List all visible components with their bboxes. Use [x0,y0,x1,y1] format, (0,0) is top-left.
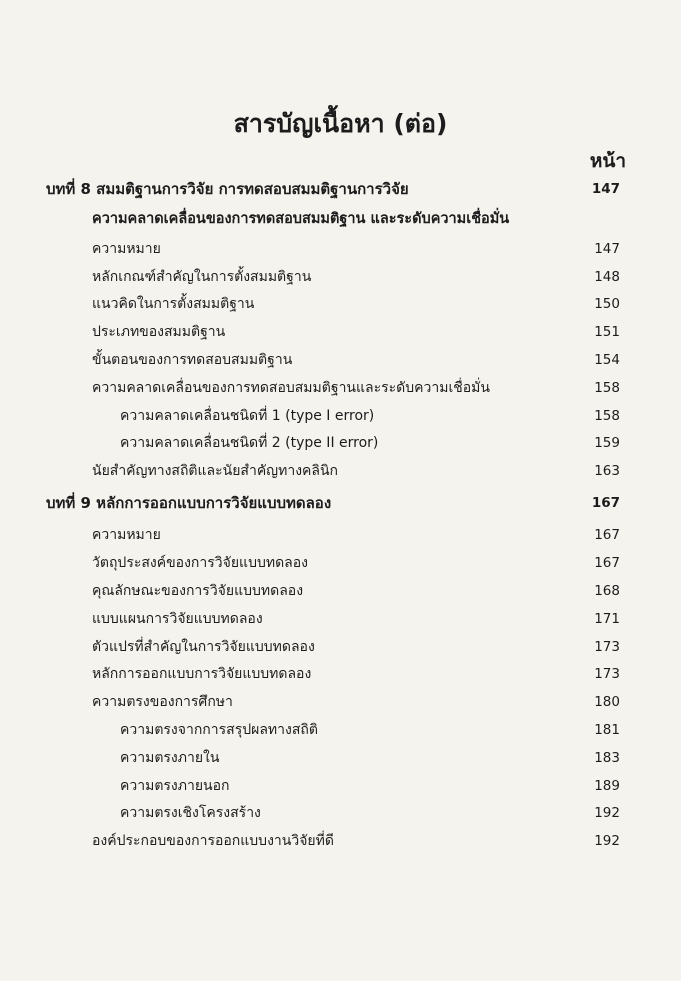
toc-entry [0,291,681,317]
toc-subheading [0,206,681,232]
toc-chapter-8 [0,176,681,202]
toc-entry-text: แนวคิดในการตั้งสมมติฐาน [92,296,255,312]
toc-entry [0,634,681,660]
toc-chapter-9 [0,490,681,516]
toc-entry [0,828,681,854]
toc-entry-page: 173 [594,639,620,655]
toc-entry-text: ประเภทของสมมติฐาน [92,324,226,340]
toc-entry-text: หลักการออกแบบการวิจัยแบบทดลอง [92,666,312,682]
toc-entry-page: 181 [594,722,620,738]
toc-entry-text: ความตรงเชิงโครงสร้าง [120,805,261,821]
toc-entry-text: ความคลาดเคลื่อนชนิดที่ 1 (type I error) [120,408,375,424]
toc-entry-page: 147 [594,241,620,257]
toc-entry-text: บทที่ 8 สมมติฐานการวิจัย การทดสอบสมมติฐานการวิจัย [46,180,409,198]
toc-entry-text: ความหมาย [92,241,161,257]
toc-entry-page: 148 [594,269,620,285]
toc-entry-page: 180 [594,694,620,710]
toc-entry-text: นัยสำคัญทางสถิติและนัยสำคัญทางคลินิก [92,463,339,479]
toc-entry [0,264,681,290]
toc-entry [0,578,681,604]
toc-entry [0,522,681,548]
toc-entry [0,800,681,826]
toc-entry [0,347,681,373]
toc-entry-text: ขั้นตอนของการทดสอบสมมติฐาน [92,352,293,368]
toc-entry [0,319,681,345]
toc-entry-text: ความคลาดเคลื่อนของการทดสอบสมมติฐานและระดับความเชื่อมั่น [92,380,490,396]
toc-entry-text: ความตรงของการศึกษา [92,694,233,710]
toc-entry-text: องค์ประกอบของการออกแบบงานวิจัยที่ดี [92,833,334,849]
toc-entry-page: 158 [594,408,620,424]
toc-entry [0,430,681,456]
toc-entry [0,717,681,743]
toc-entry-page: 154 [594,352,620,368]
toc-entry [0,403,681,429]
toc-entry-page: 192 [594,805,620,821]
toc-entry-page: 151 [594,324,620,340]
toc-entry-text: แบบแผนการวิจัยแบบทดลอง [92,611,263,627]
toc-entry-text: คุณลักษณะของการวิจัยแบบทดลอง [92,583,304,599]
toc-entry [0,689,681,715]
toc-entry-text: ความหมาย [92,527,161,543]
toc-entry [0,606,681,632]
toc-entry-text: ความคลาดเคลื่อนของการทดสอบสมมติฐาน และระดับความเชื่อมั่น [92,211,510,227]
toc-entry-page: 189 [594,778,620,794]
toc-entry-page: 147 [591,181,620,197]
toc-entry-page: 159 [594,435,620,451]
toc-entry [0,745,681,771]
toc-entry-page: 163 [594,463,620,479]
toc-entry [0,550,681,576]
toc-entry-text: ความตรงจากการสรุปผลทางสถิติ [120,722,318,738]
toc-entry-text: วัตถุประสงค์ของการวิจัยแบบทดลอง [92,555,308,571]
toc-entry [0,236,681,262]
toc-entry-page: 173 [594,666,620,682]
toc-entry-page: 158 [594,380,620,396]
toc-entry-page: 171 [594,611,620,627]
toc-entry [0,458,681,484]
toc-entry-page: 167 [594,527,620,543]
toc-entry-page: 167 [591,495,620,511]
toc-entry [0,661,681,687]
toc-entry-page: 192 [594,833,620,849]
toc-entry [0,375,681,401]
toc-entry-page: 150 [594,296,620,312]
toc-entry [0,773,681,799]
toc-entry-text: ตัวแปรที่สำคัญในการวิจัยแบบทดลอง [92,639,315,655]
toc-entry-page: 168 [594,583,620,599]
toc-entry-text: ความคลาดเคลื่อนชนิดที่ 2 (type II error) [120,435,379,451]
toc-entry-page: 183 [594,750,620,766]
toc-entry-text: ความตรงภายใน [120,750,220,766]
page-column-label: หน้า [589,150,626,172]
toc-entry-page: 167 [594,555,620,571]
toc-entry-text: หลักเกณฑ์สำคัญในการตั้งสมมติฐาน [92,269,312,285]
page-title: สารบัญเนื้อหา (ต่อ) [233,109,448,138]
toc-entry-text: ความตรงภายนอก [120,778,230,794]
toc-entry-text: บทที่ 9 หลักการออกแบบการวิจัยแบบทดลอง [46,494,332,512]
